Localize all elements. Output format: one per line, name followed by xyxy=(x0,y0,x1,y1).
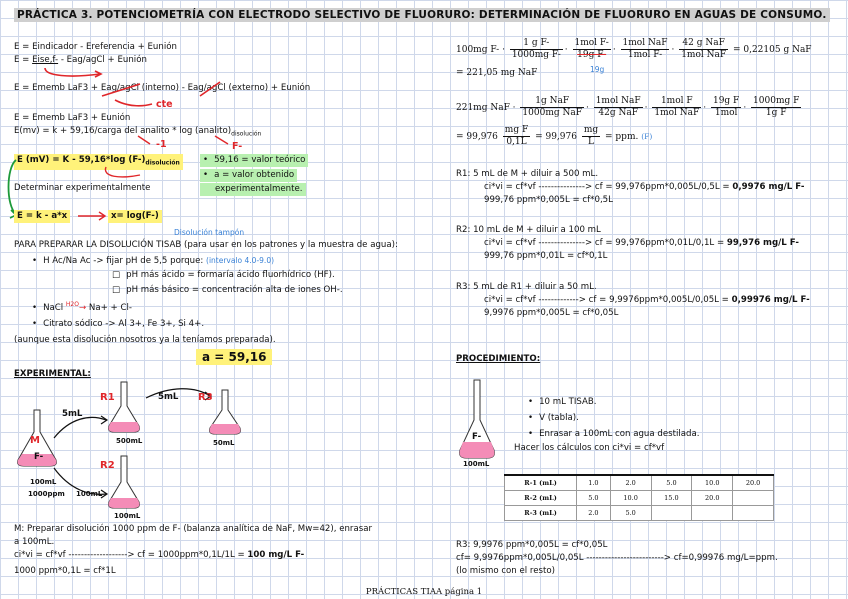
r1-line-3: 999,76 ppm*0,005L = cf*0,5L xyxy=(484,195,613,205)
b2-h2o: H2O xyxy=(65,301,79,308)
label-100ml-a: 100mL xyxy=(30,478,57,486)
s1-text: □ pH más ácido = formaría ácido fluorhídrico (HF). xyxy=(112,270,335,280)
flask-r1 xyxy=(109,382,140,432)
table-cell: 10.0 xyxy=(692,475,733,491)
frac-num: 1 g F- xyxy=(510,38,563,50)
label-r2: R2 xyxy=(100,460,115,471)
r3b-result: 0,99976 mg/L F- xyxy=(731,295,810,305)
calc-naf-2b xyxy=(456,125,652,148)
frac-den: 1000mg F- xyxy=(511,50,561,60)
table-cell: R-1 (mL) xyxy=(505,475,577,491)
table-cell xyxy=(733,506,774,521)
r1b-result: 0,9976 mg/L F- xyxy=(732,182,805,192)
equation-4: E = Ememb LaF3 + Eunión xyxy=(14,113,131,123)
eq2-eise: Eise,f- xyxy=(32,55,59,65)
r2b-result: 99,976 mg/L F- xyxy=(726,238,799,248)
equation-1: E = Eindicador - Ereferencia + Eunión xyxy=(14,42,177,52)
r3-line-2 xyxy=(484,295,810,306)
label-5ml-a: 5mL xyxy=(62,409,83,419)
red-arrows-analyte xyxy=(120,134,260,148)
label-50ml: 50mL xyxy=(213,439,235,447)
calc2b-f-note: (F) xyxy=(641,132,653,141)
calc-naf-1: 100mg F- · $\frac{\text{1 g F-}}{\text{1000mg F-}}$ · $\frac{\text{1mol F-}}{\text{19g F-}}$ · $\frac{\text{1mol NaF}}{\text{1mol F-}}$ · $\frac{\text{42 g NaF}}{\text{1mol NaF}}$ = 0,22105 g NaF xyxy=(456,38,812,60)
calc1-frac3 xyxy=(621,38,670,61)
sub-acidic xyxy=(112,270,335,281)
calc1-result: = 0,22105 g NaF xyxy=(732,45,812,55)
r1-line-1: R1: 5 mL de M + diluir a 500 mL. xyxy=(456,169,599,179)
cte-strike-marks xyxy=(100,76,260,112)
calc2b-b: = 99,976 xyxy=(535,132,577,142)
label-5ml-b: 5mL xyxy=(158,392,179,402)
b2-text: • NaCl xyxy=(32,303,63,313)
calc2b-a: = 99,976 xyxy=(456,132,498,142)
eq2-rest: - Eag/agCl + Eunión xyxy=(58,55,147,65)
frac-num: 42 g NaF xyxy=(679,38,728,50)
note2a-text: • a = valor obtenido xyxy=(203,170,294,180)
curved-arrow-59 xyxy=(100,165,150,183)
table-cell xyxy=(692,506,733,521)
table-cell: 15.0 xyxy=(651,491,692,506)
calc2-pre: 221mg NaF · xyxy=(456,103,516,113)
p3-text: • Enrasar a 100mL con agua destilada. xyxy=(528,429,699,439)
calc2b-c: = ppm. xyxy=(605,132,639,142)
frac-num: 1g NaF xyxy=(520,96,584,108)
equation-3: E = Ememb LaF3 + Eag/agCl (interno) - Eag/agCl (externo) + Eunión xyxy=(14,83,311,93)
note-experimental xyxy=(200,169,297,182)
b3-text: • Citrato sódico -> Al 3+, Fe 3+, Si 4+. xyxy=(32,319,204,329)
calc2-frac3 xyxy=(652,96,701,119)
frac-den: 42g NaF xyxy=(598,108,638,118)
frac-num: 1000mg F xyxy=(753,96,800,106)
example-line-1: R3: 9,9976 ppm*0,005L = cf*0,05L xyxy=(456,540,608,550)
calc1-frac1 xyxy=(510,38,563,61)
r1-line-2 xyxy=(484,182,804,193)
table-cell: 10.0 xyxy=(610,491,651,506)
calc2b-frac1 xyxy=(503,125,530,148)
table-cell: 20.0 xyxy=(692,491,733,506)
calc1-frac4 xyxy=(679,38,728,61)
emv-equation-box xyxy=(14,154,183,170)
proc-step-2 xyxy=(528,413,579,424)
emv-text: E (mV) = K - 59,16*log (F-) xyxy=(17,155,146,165)
r2-line-2 xyxy=(484,238,799,249)
calc-naf-1b: = 221,05 mg NaF xyxy=(456,68,538,78)
m-prep-4: 1000 ppm*0,1L = cf*1L xyxy=(14,566,116,576)
table-cell: R-2 (mL) xyxy=(505,491,577,506)
proc-step-4: Hacer los cálculos con ci*vi = cf*vf xyxy=(514,443,665,453)
m3-text: ci*vi = cf*vf -------------------> cf = 1000ppm*0,1L/1L = xyxy=(14,550,248,560)
frac-den: L xyxy=(588,137,594,147)
r2b-text: ci*vi = cf*vf ---------------> cf = 99,976ppm*0,01L/0,1L = xyxy=(484,238,727,248)
equation-2 xyxy=(14,55,147,66)
r2-line-3: 999,76 ppm*0,01L = cf*0,1L xyxy=(484,251,608,261)
procedure-flask-vol: 100mL xyxy=(463,460,490,468)
b1-interval: (intervalo 4.0-9.0) xyxy=(206,256,275,265)
label-100ml-c: 100mL xyxy=(114,512,141,520)
note1-text: • 59,16 = valor teórico xyxy=(203,155,305,165)
frac-den: 1mol NaF xyxy=(654,108,700,118)
b2-arrow: → xyxy=(78,303,87,313)
label-100ml-b: 100mL xyxy=(76,490,103,498)
calc2b-frac2 xyxy=(582,125,600,148)
calc1-19g-note: 19g xyxy=(590,65,605,74)
calc2-frac5 xyxy=(751,96,801,119)
r3-line-3: 9,9976 ppm*0,005L = cf*0,05L xyxy=(484,308,619,318)
r3b-text: ci*vi = cf*vf -------------> cf = 9,9976ppm*0,005L/0,05L = xyxy=(484,295,732,305)
m-prep-2: a 100mL. xyxy=(14,537,55,547)
cte-label: cte xyxy=(156,99,173,110)
flask-r3 xyxy=(210,390,241,434)
frac-den: 1000mg NaF xyxy=(522,108,582,118)
eq5-sub: disolución xyxy=(231,130,262,138)
frac-num: mg xyxy=(583,125,599,135)
bullet-hac xyxy=(32,255,274,267)
table-cell: 5.0 xyxy=(577,491,611,506)
tampon-label: Disolución tampón xyxy=(174,228,245,237)
label-1000ppm: 1000ppm xyxy=(28,490,65,498)
frac-den: 1mol F- xyxy=(627,50,663,60)
r2-line-1: R2: 10 mL de M + diluir a 100 mL xyxy=(456,225,601,235)
table-row xyxy=(505,475,774,491)
frac-num: mg F xyxy=(504,125,529,135)
procedimiento-heading: PROCEDIMIENTO: xyxy=(456,354,541,364)
emv-sub: disolución xyxy=(145,159,180,167)
frac-den: 1g F xyxy=(765,108,787,118)
eq2-prefix: E = xyxy=(14,55,33,65)
table-cell: 2.0 xyxy=(610,475,651,491)
frac-num: 19g F xyxy=(712,96,740,106)
calc2-frac2 xyxy=(594,96,643,119)
page-footer: PRÁCTICAS TIAA página 1 xyxy=(365,587,483,597)
example-line-2: cf= 9,9976ppm*0,005L/0,05L -------------------------> cf=0,99976 mg/L=ppm. xyxy=(456,553,778,563)
table-cell: R-3 (mL) xyxy=(505,506,577,521)
m-prep-3 xyxy=(14,550,304,561)
aunque-note: (aunque esta disolución nosotros ya la teníamos preparada). xyxy=(14,335,276,345)
note-experimental-2: experimentalmente. xyxy=(200,183,306,196)
frac-num: 1mol NaF xyxy=(595,96,641,106)
label-f-minus: F- xyxy=(34,452,44,462)
b2-rest: Na+ + Cl- xyxy=(88,303,132,313)
proc-step-1 xyxy=(528,397,597,408)
table-cell: 5.0 xyxy=(651,475,692,491)
eq5-text: E(mv) = k + 59,16/carga del analito * log (analito) xyxy=(14,126,232,136)
page-title: PRÁCTICA 3. POTENCIOMETRÍA CON ELECTRODO SELECTIVO DE FLUORURO: DETERMINACIÓN DE FLUORURO EN AGUAS DE CONSUMO. xyxy=(14,8,830,22)
frac-den: 19g F- xyxy=(577,50,607,60)
calc1-pre: 100mg F- · xyxy=(456,45,505,55)
f-minus-label: F- xyxy=(232,141,243,152)
tisab-heading: PARA PREPARAR LA DISOLUCIÓN TISAB (para usar en los patrones y la muestra de agua): xyxy=(14,240,398,250)
note-theoretical xyxy=(200,154,308,167)
table-cell: 5.0 xyxy=(610,506,651,521)
flask-diagram xyxy=(10,378,260,520)
procedure-flask xyxy=(454,376,500,468)
ek-equation-box: E = k - a*x xyxy=(14,210,70,223)
x-log-box: x= log(F-) xyxy=(108,210,162,223)
table-cell: 2.0 xyxy=(577,506,611,521)
calc2-frac1 xyxy=(520,96,584,119)
table-cell xyxy=(651,506,692,521)
determine-experimentally: Determinar experimentalmente xyxy=(14,183,151,193)
frac-num: 1mol F xyxy=(652,96,701,108)
label-r1: R1 xyxy=(100,392,115,403)
r3-line-1: R3: 5 mL de R1 + diluir a 50 mL. xyxy=(456,282,597,292)
m-prep-1: M: Preparar disolución 1000 ppm de F- (balanza analítica de NaF, Mw=42), enrasar xyxy=(14,524,373,534)
minus-one-label: -1 xyxy=(156,139,167,150)
s2-text: □ pH más básico = concentración alta de iones OH-. xyxy=(112,285,343,295)
bullet-nacl xyxy=(32,303,132,314)
b1-text: • H Ac/Na Ac -> fijar pH de 5,5 porque: xyxy=(32,256,203,266)
calc1-frac2 xyxy=(573,38,611,61)
m3-result: 100 mg/L F- xyxy=(247,550,305,560)
calc-naf-2: 221mg NaF · $\frac{\text{1g NaF}}{\text{1000mg NaF}}$ · $\frac{\text{1mol NaF}}{\text{42g NaF}}$ · $\frac{\text{1mol F}}{\text{1mol NaF}}$ · $\frac{\text{19g F}}{\text{1mol}}$ · $\frac{\text{1000mg F}}{\text{1g F}}$ xyxy=(456,96,800,118)
red-arrow-right xyxy=(76,210,108,222)
procedure-flask-f: F- xyxy=(472,432,482,442)
sub-basic xyxy=(112,285,343,296)
p2-text: • V (tabla). xyxy=(528,413,579,423)
p1-text: • 10 mL TISAB. xyxy=(528,397,597,407)
a-value: a = 59,16 xyxy=(196,349,272,365)
volume-table xyxy=(504,474,774,521)
frac-den: 1mol NaF xyxy=(681,50,727,60)
table-cell: 1.0 xyxy=(577,475,611,491)
table-row xyxy=(505,491,774,506)
bullet-citrate xyxy=(32,319,204,330)
label-r3: R3 xyxy=(198,392,213,403)
proc-step-3 xyxy=(528,429,699,440)
frac-den: 1mol xyxy=(714,108,738,118)
frac-num: 1mol NaF xyxy=(622,38,668,48)
frac-num: 1mol F- xyxy=(574,38,609,48)
frac-den: 0,1L xyxy=(506,137,527,147)
calc2-frac4 xyxy=(711,96,741,119)
label-500ml: 500mL xyxy=(116,437,143,445)
example-line-3: (lo mismo con el resto) xyxy=(456,566,555,576)
label-m: M xyxy=(30,435,40,446)
table-row xyxy=(505,506,774,521)
table-cell: 20.0 xyxy=(733,475,774,491)
r1b-text: ci*vi = cf*vf ---------------> cf = 99,976ppm*0,005L/0,5L = xyxy=(484,182,733,192)
experimental-heading: EXPERIMENTAL: xyxy=(14,369,91,379)
table-cell xyxy=(733,491,774,506)
